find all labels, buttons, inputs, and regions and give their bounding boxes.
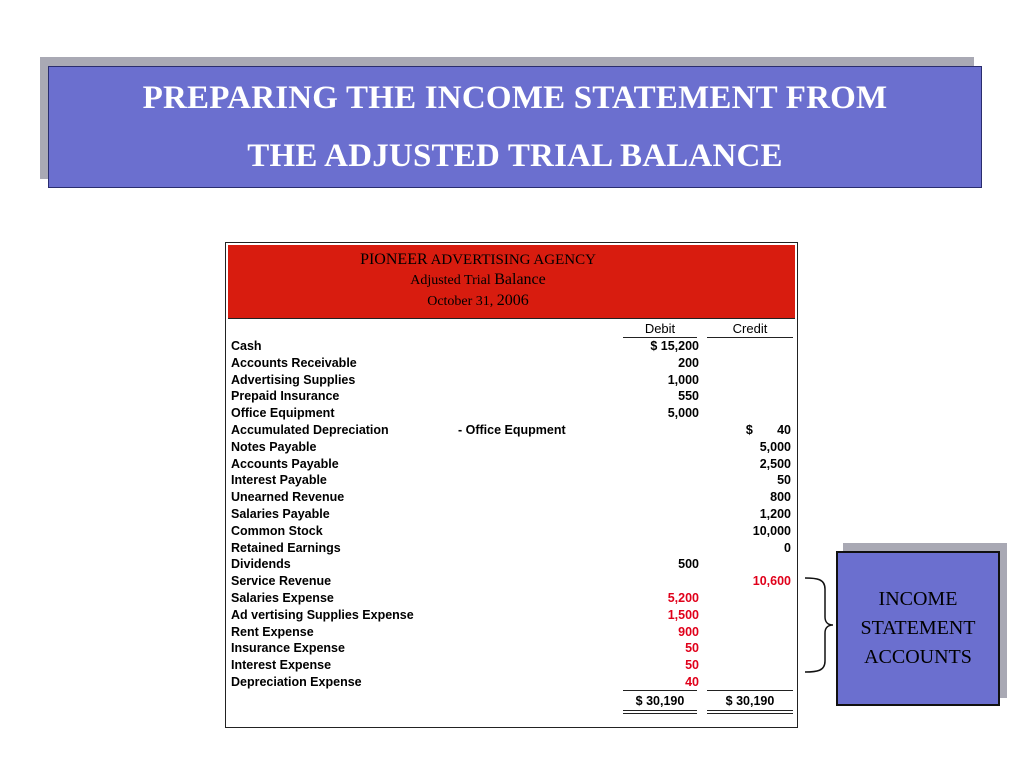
title-banner xyxy=(48,66,982,188)
account-name: Unearned Revenue xyxy=(231,490,345,505)
debit-total-rule xyxy=(623,690,697,691)
title-line-1: PREPARING THE INCOME STATEMENT FROM xyxy=(142,80,888,116)
trial-balance-header xyxy=(228,245,795,319)
credit-amount: 2,500 xyxy=(759,456,791,471)
account-name: Interest Payable xyxy=(231,473,327,488)
debit-column-header: Debit xyxy=(644,321,676,336)
table-row xyxy=(231,557,791,574)
credit-amount: 5,000 xyxy=(759,439,791,454)
account-name: Rent Expense xyxy=(231,624,314,639)
credit-column-header: Credit xyxy=(732,321,768,336)
credit-amount: $ 40 xyxy=(745,423,791,437)
credit-total-rule xyxy=(707,690,793,691)
table-row xyxy=(231,641,791,658)
debit-amount: 50 xyxy=(685,658,699,673)
table-row xyxy=(231,423,791,440)
report-title-b: Balance xyxy=(494,271,546,288)
debit-header-rule xyxy=(623,337,697,338)
table-row xyxy=(231,339,791,356)
debit-amount: 1,000 xyxy=(667,372,699,387)
debit-amount: 1,500 xyxy=(667,607,699,622)
callout-line-1: INCOME xyxy=(878,588,958,610)
table-row xyxy=(231,373,791,390)
table-row xyxy=(231,356,791,373)
account-name: Interest Expense xyxy=(231,658,332,673)
account-name: Dividends xyxy=(231,557,291,572)
credit-amount: 10,000 xyxy=(752,523,791,538)
account-name: Accounts Receivable xyxy=(231,355,357,370)
debit-amount: 550 xyxy=(678,389,699,404)
report-title-a: Adjusted Trial xyxy=(410,273,495,288)
account-name: Common Stock xyxy=(231,523,323,538)
account-name: Advertising Supplies xyxy=(231,372,356,387)
account-subname: - Office Equpment xyxy=(458,423,566,437)
account-name: Cash xyxy=(231,339,262,353)
table-row xyxy=(231,440,791,457)
table-row xyxy=(231,389,791,406)
account-name: Ad vertising Supplies Expense xyxy=(231,607,414,622)
credit-amount: 1,200 xyxy=(759,507,791,521)
debit-double-rule-1 xyxy=(623,710,697,711)
table-row xyxy=(231,574,791,591)
table-row xyxy=(231,658,791,675)
table-row xyxy=(231,541,791,558)
company-name-a: PIONEER xyxy=(360,251,428,268)
account-name: Accumulated Depreciation xyxy=(231,423,389,437)
debit-amount: $ 15,200 xyxy=(650,339,699,353)
table-row xyxy=(231,608,791,625)
debit-amount: 40 xyxy=(685,675,699,689)
report-title xyxy=(228,271,728,289)
credit-double-rule-1 xyxy=(707,710,793,711)
debit-amount: 500 xyxy=(678,557,699,572)
total-credit: $ 30,190 xyxy=(725,694,775,708)
account-name: Prepaid Insurance xyxy=(231,389,340,404)
debit-amount: 5,200 xyxy=(667,591,699,605)
report-date xyxy=(228,292,728,310)
debit-amount: 900 xyxy=(678,624,699,639)
account-name: Insurance Expense xyxy=(231,641,345,656)
right-brace-icon xyxy=(803,575,837,675)
company-name-b: ADVERTISING AGENCY xyxy=(427,252,596,268)
credit-double-rule-2 xyxy=(707,713,793,714)
credit-amount: 10,600 xyxy=(752,574,791,589)
income-statement-callout xyxy=(836,551,1000,706)
callout-line-3: ACCOUNTS xyxy=(864,646,972,668)
account-name: Retained Earnings xyxy=(231,540,341,555)
debit-amount: 5,000 xyxy=(667,406,699,421)
account-name: Office Equipment xyxy=(231,406,335,421)
account-name: Depreciation Expense xyxy=(231,675,362,689)
credit-header-rule xyxy=(707,337,793,338)
trial-balance-table xyxy=(225,242,798,728)
debit-double-rule-2 xyxy=(623,713,697,714)
credit-amount: 50 xyxy=(777,473,791,488)
table-row xyxy=(231,625,791,642)
debit-amount: 50 xyxy=(685,641,699,656)
account-name: Service Revenue xyxy=(231,574,332,589)
account-name: Salaries Expense xyxy=(231,591,334,605)
credit-amount: 800 xyxy=(770,490,791,505)
table-row xyxy=(231,406,791,423)
company-name xyxy=(228,251,728,269)
table-row xyxy=(231,507,791,524)
account-name: Accounts Payable xyxy=(231,456,339,471)
table-row xyxy=(231,457,791,474)
title-line-2: THE ADJUSTED TRIAL BALANCE xyxy=(247,138,783,174)
report-date-b: 2006 xyxy=(496,292,529,309)
table-row xyxy=(231,490,791,507)
account-name: Salaries Payable xyxy=(231,507,330,521)
report-date-a: October 31, xyxy=(427,294,497,309)
table-row xyxy=(231,473,791,490)
callout-line-2: STATEMENT xyxy=(860,617,976,639)
table-row xyxy=(231,591,791,608)
total-debit: $ 30,190 xyxy=(635,694,685,708)
table-row xyxy=(231,524,791,541)
debit-amount: 200 xyxy=(678,355,699,370)
credit-amount: 0 xyxy=(784,540,791,555)
account-name: Notes Payable xyxy=(231,439,317,454)
